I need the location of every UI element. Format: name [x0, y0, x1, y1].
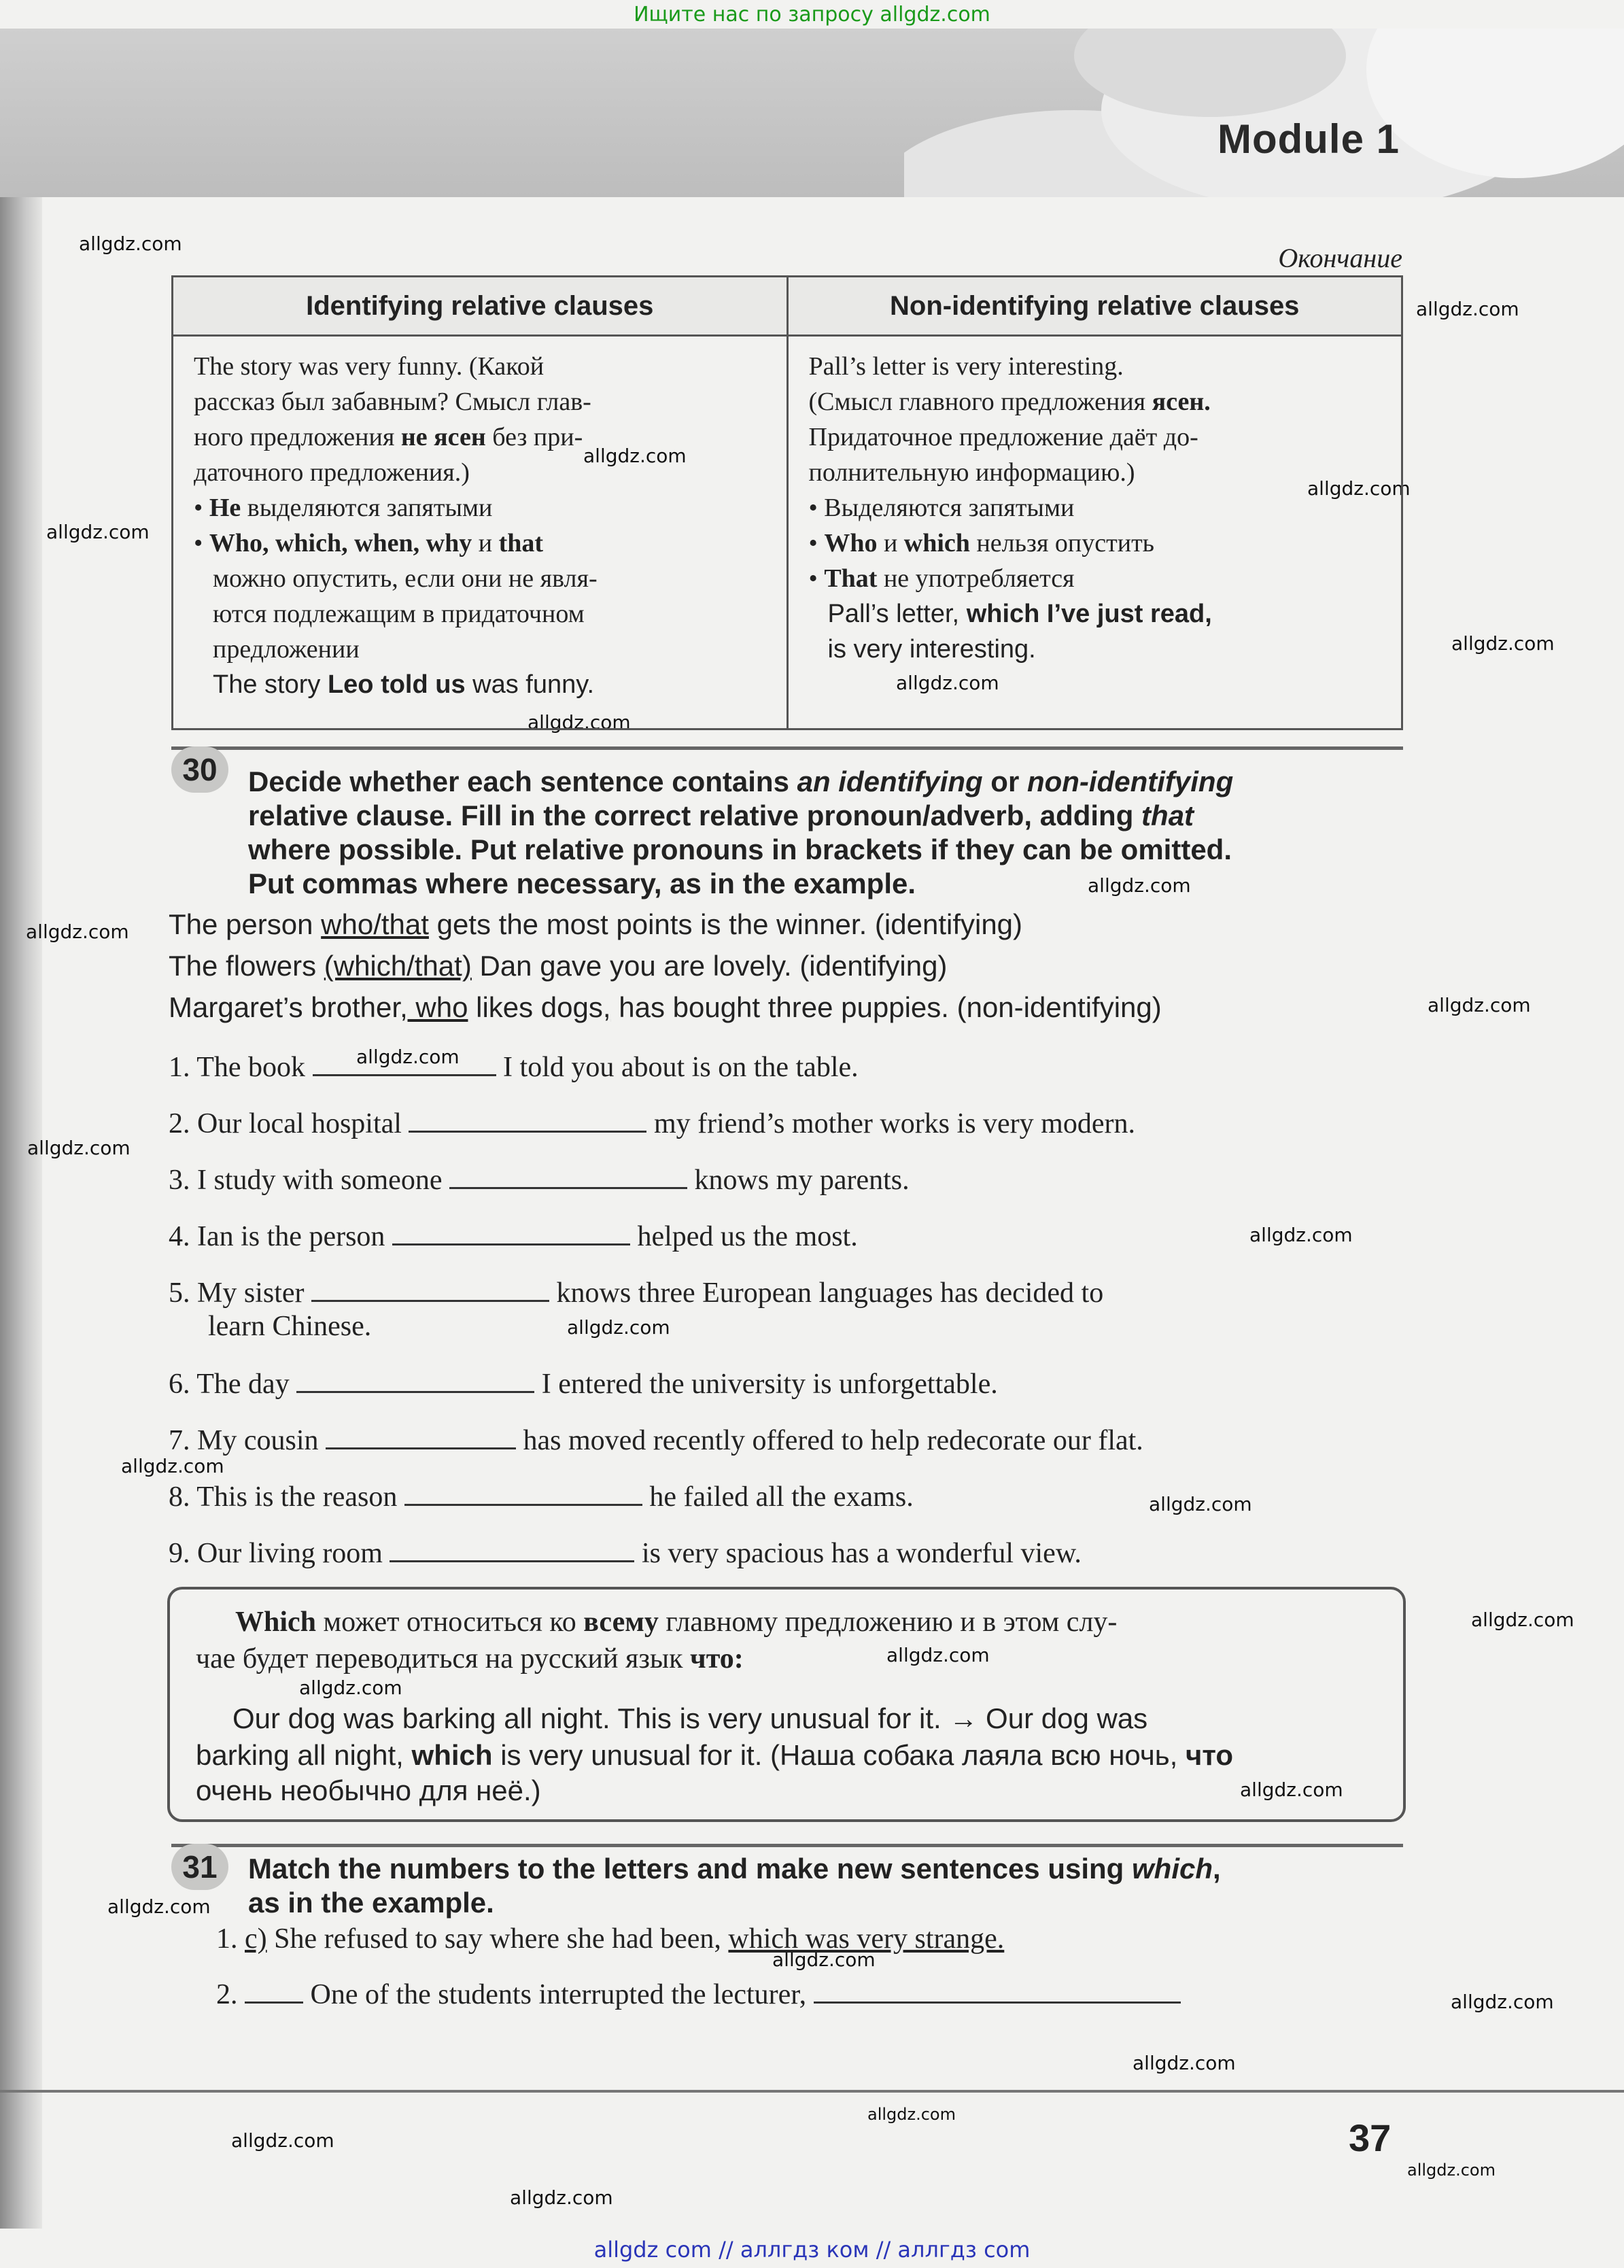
- watermark: allgdz.com: [1428, 994, 1531, 1016]
- bullet-line: • Не выделяются запятыми: [194, 494, 493, 522]
- watermark: allgdz.com: [1249, 1224, 1353, 1246]
- exercise-item: 1. The book I told you about is on the table.: [169, 1050, 859, 1084]
- watermark: allgdz.com: [1240, 1779, 1343, 1801]
- answer-blank[interactable]: [814, 1977, 1181, 2004]
- example-sentence: Margaret’s brother, who likes dogs, has bought three puppies. (non-identifying): [169, 991, 1162, 1023]
- exercise-31-item: 2. One of the students interrupted the lecturer,: [216, 1977, 1181, 2011]
- watermark: allgdz.com: [886, 1644, 990, 1666]
- watermark: allgdz.com: [1451, 632, 1555, 655]
- answer-blank[interactable]: [449, 1163, 687, 1189]
- bullet-line: • Who и which нельзя опустить: [808, 529, 1155, 557]
- answer-blank[interactable]: [245, 1977, 303, 2004]
- exercise-30-instructions: Decide whether each sentence contains an identifying or non-identifying relative clause. Fill in the correct relative pronoun/adverb, adding that where possible. Put relative pronouns in brackets if they can be omitted. Put commas where necessary, as in the example.: [248, 766, 1234, 899]
- text-line: даточного предложения.): [194, 458, 470, 487]
- note-line: чае будет переводиться на русский язык что:: [196, 1643, 744, 1674]
- watermark: allgdz.com: [1307, 477, 1411, 500]
- answer-blank[interactable]: [390, 1536, 634, 1562]
- exercise-item: 2. Our local hospital my friend’s mother works is very modern.: [169, 1106, 1135, 1140]
- watermark: allgdz.com: [896, 672, 999, 694]
- answer-blank[interactable]: [326, 1423, 516, 1449]
- watermark: allgdz.com: [567, 1316, 670, 1339]
- bullet-line: • That не употребляется: [808, 564, 1075, 593]
- watermark: allgdz.com: [772, 1948, 876, 1971]
- watermark: allgdz.com: [510, 2186, 613, 2209]
- watermark: allgdz.com: [1088, 874, 1191, 897]
- watermark: allgdz.com: [1416, 298, 1519, 320]
- answer-blank[interactable]: [313, 1050, 496, 1076]
- note-line: Which может относиться ко всему главному предложению и в этом слу-: [235, 1606, 1118, 1638]
- exercise-item: 6. The day I entered the university is unforgettable.: [169, 1367, 998, 1401]
- text-line: Придаточное предложение даёт до-: [808, 423, 1198, 451]
- example-line: Pall’s letter, which I’ve just read,: [827, 600, 1212, 628]
- table-continuation-label: Окончание: [1278, 243, 1402, 273]
- page-spine-shadow: [0, 29, 42, 2229]
- exercise-number-30: 30: [171, 746, 228, 793]
- exercise-item: 8. This is the reason he failed all the exams.: [169, 1479, 914, 1513]
- watermark: allgdz.com: [121, 1455, 224, 1477]
- watermark: allgdz.com: [1451, 1991, 1554, 2013]
- exercise-item: 3. I study with someone knows my parents.: [169, 1163, 910, 1197]
- note-line: barking all night, which is very unusual for it. (Наша собака лаяла всю ночь, что: [196, 1739, 1233, 1771]
- exercise-item: 5. My sister knows three European languages has decided to: [169, 1275, 1103, 1309]
- watermark: allgdz.com: [583, 445, 687, 467]
- footer-divider: [0, 2090, 1624, 2093]
- page-number: 37: [1349, 2116, 1392, 2159]
- example-sentence: The flowers (which/that) Dan gave you are lovely. (identifying): [169, 950, 948, 982]
- watermark: allgdz.com: [1133, 2052, 1236, 2074]
- relative-clauses-table: [171, 275, 1403, 730]
- exercise-31-instructions: Match the numbers to the letters and make new sentences using which, as in the example.: [248, 1853, 1221, 1919]
- answer-blank[interactable]: [392, 1219, 630, 1245]
- section-divider: [171, 746, 1403, 750]
- text-line: предложении: [213, 635, 360, 664]
- bottom-watermark-link[interactable]: allgdz com // аллгдз ком // аллгдз com: [593, 2237, 1031, 2263]
- text-line: Pall’s letter is very interesting.: [808, 352, 1124, 381]
- example-line: The story Leo told us was funny.: [213, 670, 594, 699]
- watermark: allgdz.com: [79, 233, 182, 255]
- example-line: is very interesting.: [827, 635, 1036, 664]
- bullet-line: • Выделяются запятыми: [808, 494, 1075, 522]
- watermark: allgdz.com: [26, 921, 129, 943]
- note-line: очень необычно для неё.): [196, 1774, 541, 1806]
- exercise-item: 4. Ian is the person helped us the most.: [169, 1219, 858, 1253]
- module-title: Module 1: [1217, 116, 1400, 162]
- identifying-cell: [173, 336, 788, 729]
- text-line: ного предложения не ясен без при-: [194, 423, 583, 451]
- non-identifying-cell: [787, 336, 1402, 729]
- watermark: allgdz.com: [27, 1137, 131, 1159]
- example-sentence: The person who/that gets the most points is the winner. (identifying): [169, 908, 1023, 940]
- text-line: полнительную информацию.): [808, 458, 1135, 487]
- bullet-line: • Who, which, when, why и that: [194, 529, 544, 557]
- exercise-item: 7. My cousin has moved recently offered to help redecorate our flat.: [169, 1423, 1143, 1457]
- exercise-31-item: 1. c) She refused to say where she had been, which was very strange.: [216, 1923, 1005, 1955]
- text-line: The story was very funny. (Какой: [194, 352, 545, 381]
- exercise-number-31: 31: [171, 1844, 228, 1890]
- watermark: allgdz.com: [46, 521, 150, 543]
- answer-blank[interactable]: [409, 1106, 646, 1133]
- text-line: (Смысл главного предложения ясен.: [808, 388, 1211, 416]
- watermark: allgdz.com: [356, 1046, 460, 1068]
- exercise-item-continuation: learn Chinese.: [208, 1311, 372, 1342]
- watermark: allgdz.com: [528, 711, 631, 734]
- answer-blank[interactable]: [404, 1479, 642, 1506]
- header-flower-decoration: [904, 29, 1624, 197]
- section-divider: [171, 1844, 1403, 1847]
- watermark: allgdz.com: [231, 2129, 334, 2152]
- text-line: рассказ был забавным? Смысл глав-: [194, 388, 591, 416]
- text-line: ются подлежащим в придаточном: [213, 600, 585, 628]
- answer-blank[interactable]: [296, 1367, 534, 1393]
- col-identifying-header: Identifying relative clauses: [173, 277, 788, 336]
- top-watermark-link[interactable]: Ищите нас по запросу allgdz.com: [634, 3, 990, 27]
- watermark: allgdz.com: [107, 1895, 211, 1918]
- text-line: можно опустить, если они не явля-: [213, 564, 598, 593]
- exercise-item: 9. Our living room is very spacious has a wonderful view.: [169, 1536, 1082, 1570]
- col-non-identifying-header: Non-identifying relative clauses: [787, 277, 1402, 336]
- watermark: allgdz.com: [1149, 1493, 1252, 1515]
- watermark: allgdz.com: [1407, 2161, 1496, 2180]
- answer-blank[interactable]: [311, 1275, 549, 1302]
- watermark: allgdz.com: [1471, 1609, 1574, 1631]
- watermark: allgdz.com: [867, 2105, 956, 2124]
- note-line: Our dog was barking all night. This is very unusual for it. → Our dog was: [232, 1702, 1148, 1734]
- watermark: allgdz.com: [299, 1677, 402, 1699]
